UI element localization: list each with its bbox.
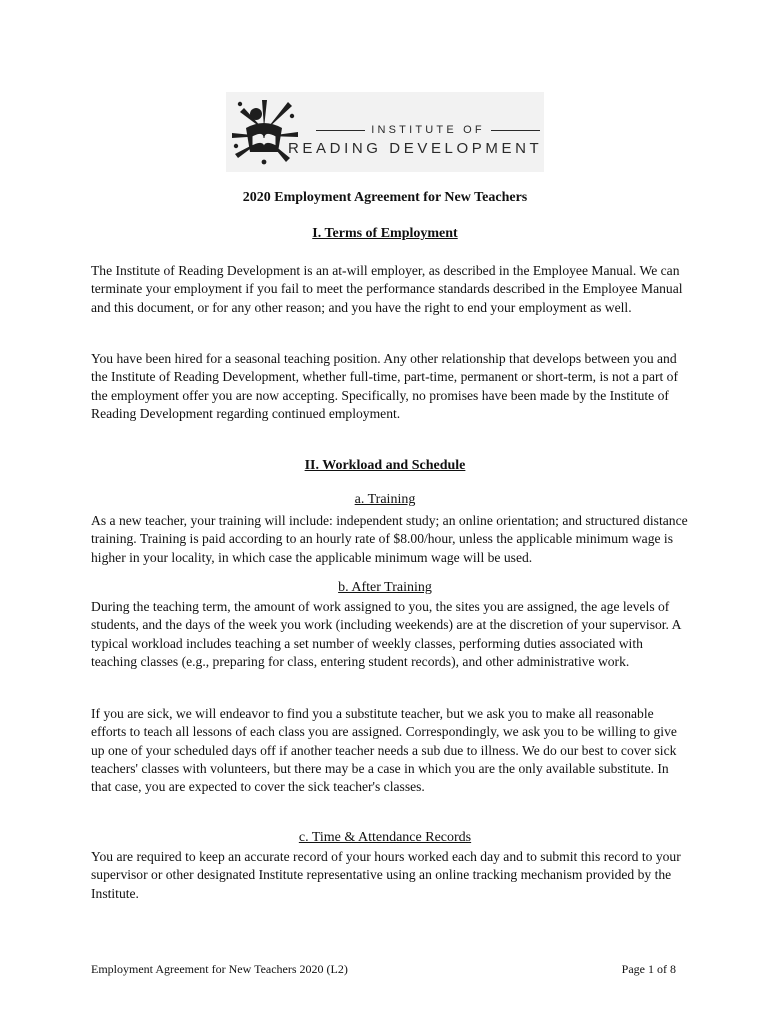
logo-line-institute: INSTITUTE OF [316, 124, 540, 136]
after-training-paragraph-2: If you are sick, we will endeavor to find you a substitute teacher, but we ask you to make all reasonable efforts to teach all lessons of each class you are assigned. Correspondingly, we ask you to be willing to give up one of your scheduled days off if another teacher needs a sub due to illness. We do our best to cover sick teachers' classes with volunteers, but there may be a case in which you are the only available substitute. In that case, you are expected to cover the sick teacher's classes. [91, 706, 677, 795]
subheading-training: a. Training [354, 492, 416, 507]
subheading-after-training: b. After Training [338, 580, 432, 595]
footer-page-number: Page 1 of 8 [621, 962, 676, 976]
section-heading-workload: II. Workload and Schedule [304, 458, 466, 473]
after-training-paragraph-1: During the teaching term, the amount of work assigned to you, the sites you are assigned, the age levels of students, and the days of the week you work (including weekends) are at the discretion of your supervisor. A typical workload includes teaching a set number of weekly classes, performing duties associated with teaching classes (e.g., preparing for class, entering student records), and other administrative work. [91, 599, 681, 669]
terms-paragraph-2: You have been hired for a seasonal teaching position. Any other relationship that develops between you and the Institute of Reading Development, whether full-time, part-time, permanent or short-term, is not a part of the employment offer you are now accepting. Specifically, no promises have been made by the Institute of Reading Development regarding continued employment. [91, 351, 679, 421]
document-title: 2020 Employment Agreement for New Teachers [242, 190, 528, 205]
subheading-time-attendance: c. Time & Attendance Records [298, 830, 472, 845]
training-paragraph: As a new teacher, your training will include: independent study; an online orientation; and structured distance training. Training is paid according to an hourly rate of $8.00/hour, unless the applicable minimum wage is higher in your locality, in which case the applicable minimum wage will be used. [91, 513, 688, 565]
section-heading-terms: I. Terms of Employment [312, 226, 458, 241]
reading-figure-logo-icon [226, 92, 302, 172]
logo-line-reading-development: READING DEVELOPMENT [288, 140, 543, 157]
time-attendance-paragraph: You are required to keep an accurate record of your hours worked each day and to submit this record to your supervisor or other designated Institute representative using an online tracking mechanism provided by the Institute. [91, 849, 681, 901]
logo [226, 92, 544, 172]
footer-document-name: Employment Agreement for New Teachers 2020 (L2) [91, 962, 348, 976]
terms-paragraph-1: The Institute of Reading Development is an at-will employer, as described in the Employee Manual. We can terminate your employment if you fail to meet the performance standards described in the Employee Manual and this document, or for any other reason; and you have the right to end your employment as well. [91, 263, 683, 315]
